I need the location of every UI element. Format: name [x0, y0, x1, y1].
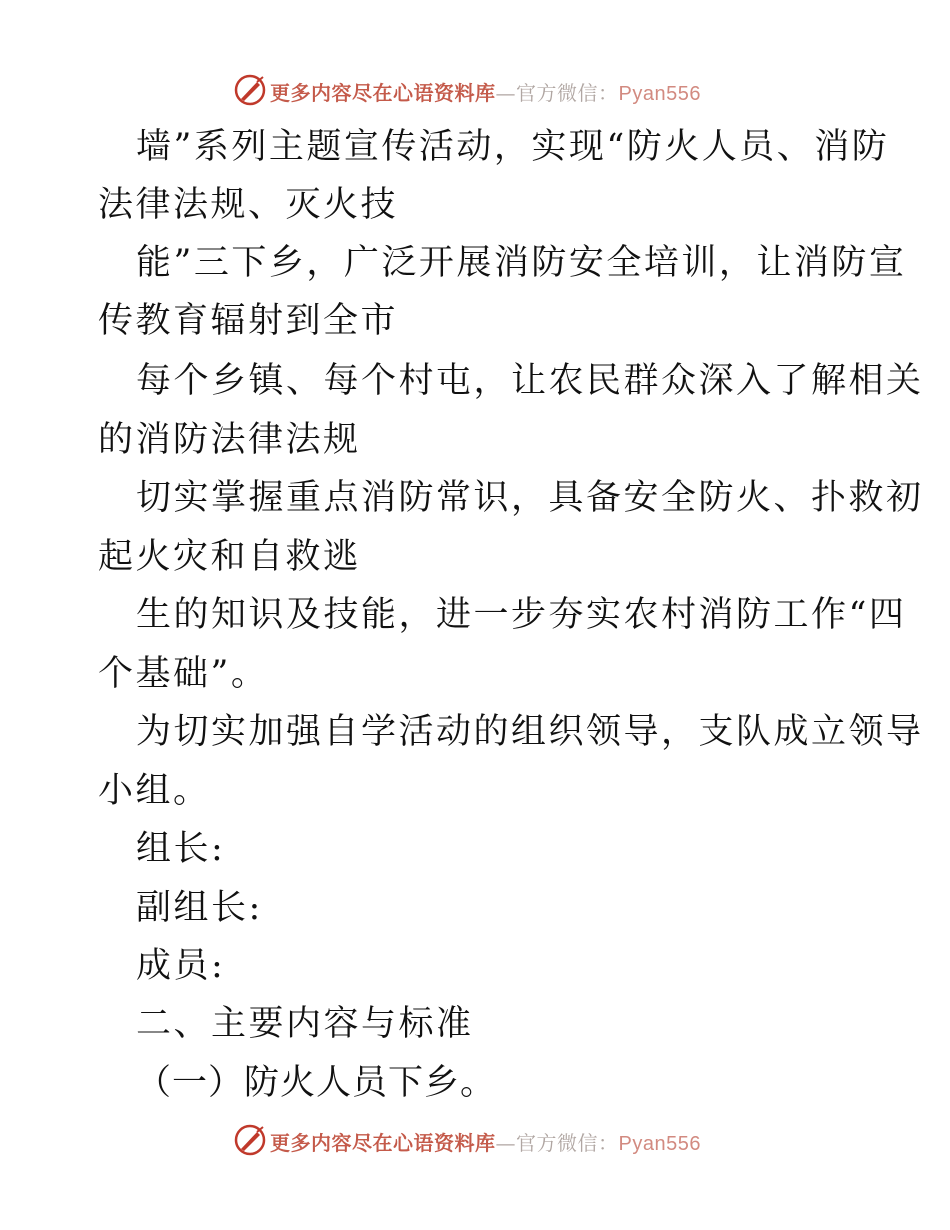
watermark-text	[270, 1127, 701, 1156]
watermark-text	[270, 77, 701, 106]
text-line: 法律法规、灭火技	[98, 185, 399, 225]
text-line: 能”三下乡，广泛开展消防安全培训，让消防宣	[136, 243, 907, 283]
text-line: 传教育辐射到全市	[98, 301, 399, 341]
watermark-dash: —	[495, 81, 516, 105]
watermark-brand: 更多内容尽在心语资料库	[270, 81, 496, 105]
watermark-dash: —	[495, 1131, 516, 1155]
text-line: 小组。	[98, 771, 211, 811]
watermark-official: 官方微信：	[516, 1131, 619, 1155]
text-line: 墙”系列主题宣传活动，实现“防火人员、消防	[136, 127, 890, 167]
subsection-heading: （一）防火人员下乡。	[136, 1063, 497, 1103]
section-heading: 二、主要内容与标准	[136, 1004, 474, 1044]
quill-logo-icon	[233, 1123, 267, 1157]
watermark-brand: 更多内容尽在心语资料库	[270, 1131, 496, 1155]
text-line: 个基础”。	[98, 654, 269, 694]
text-line: 切实掌握重点消防常识，具备安全防火、扑救初	[136, 478, 924, 518]
text-line: 的消防法律法规	[98, 420, 361, 460]
watermark-official: 官方微信：	[516, 81, 619, 105]
watermark-wechat-id: Pyan556	[618, 83, 701, 105]
text-line: 起火灾和自救逃	[98, 537, 361, 577]
watermark-banner-bottom	[0, 1121, 950, 1161]
text-line: 为切实加强自学活动的组织领导，支队成立领导	[136, 712, 924, 752]
text-line: 组长:	[136, 829, 226, 869]
quill-logo-icon	[233, 73, 267, 107]
text-line: 成员:	[136, 946, 226, 986]
watermark-banner-top	[0, 71, 950, 111]
text-line: 生的知识及技能，进一步夯实农村消防工作“四	[136, 595, 907, 635]
watermark-wechat-id: Pyan556	[618, 1133, 701, 1155]
text-line: 副组长:	[136, 888, 263, 928]
text-line: 每个乡镇、每个村屯，让农民群众深入了解相关	[136, 361, 924, 401]
